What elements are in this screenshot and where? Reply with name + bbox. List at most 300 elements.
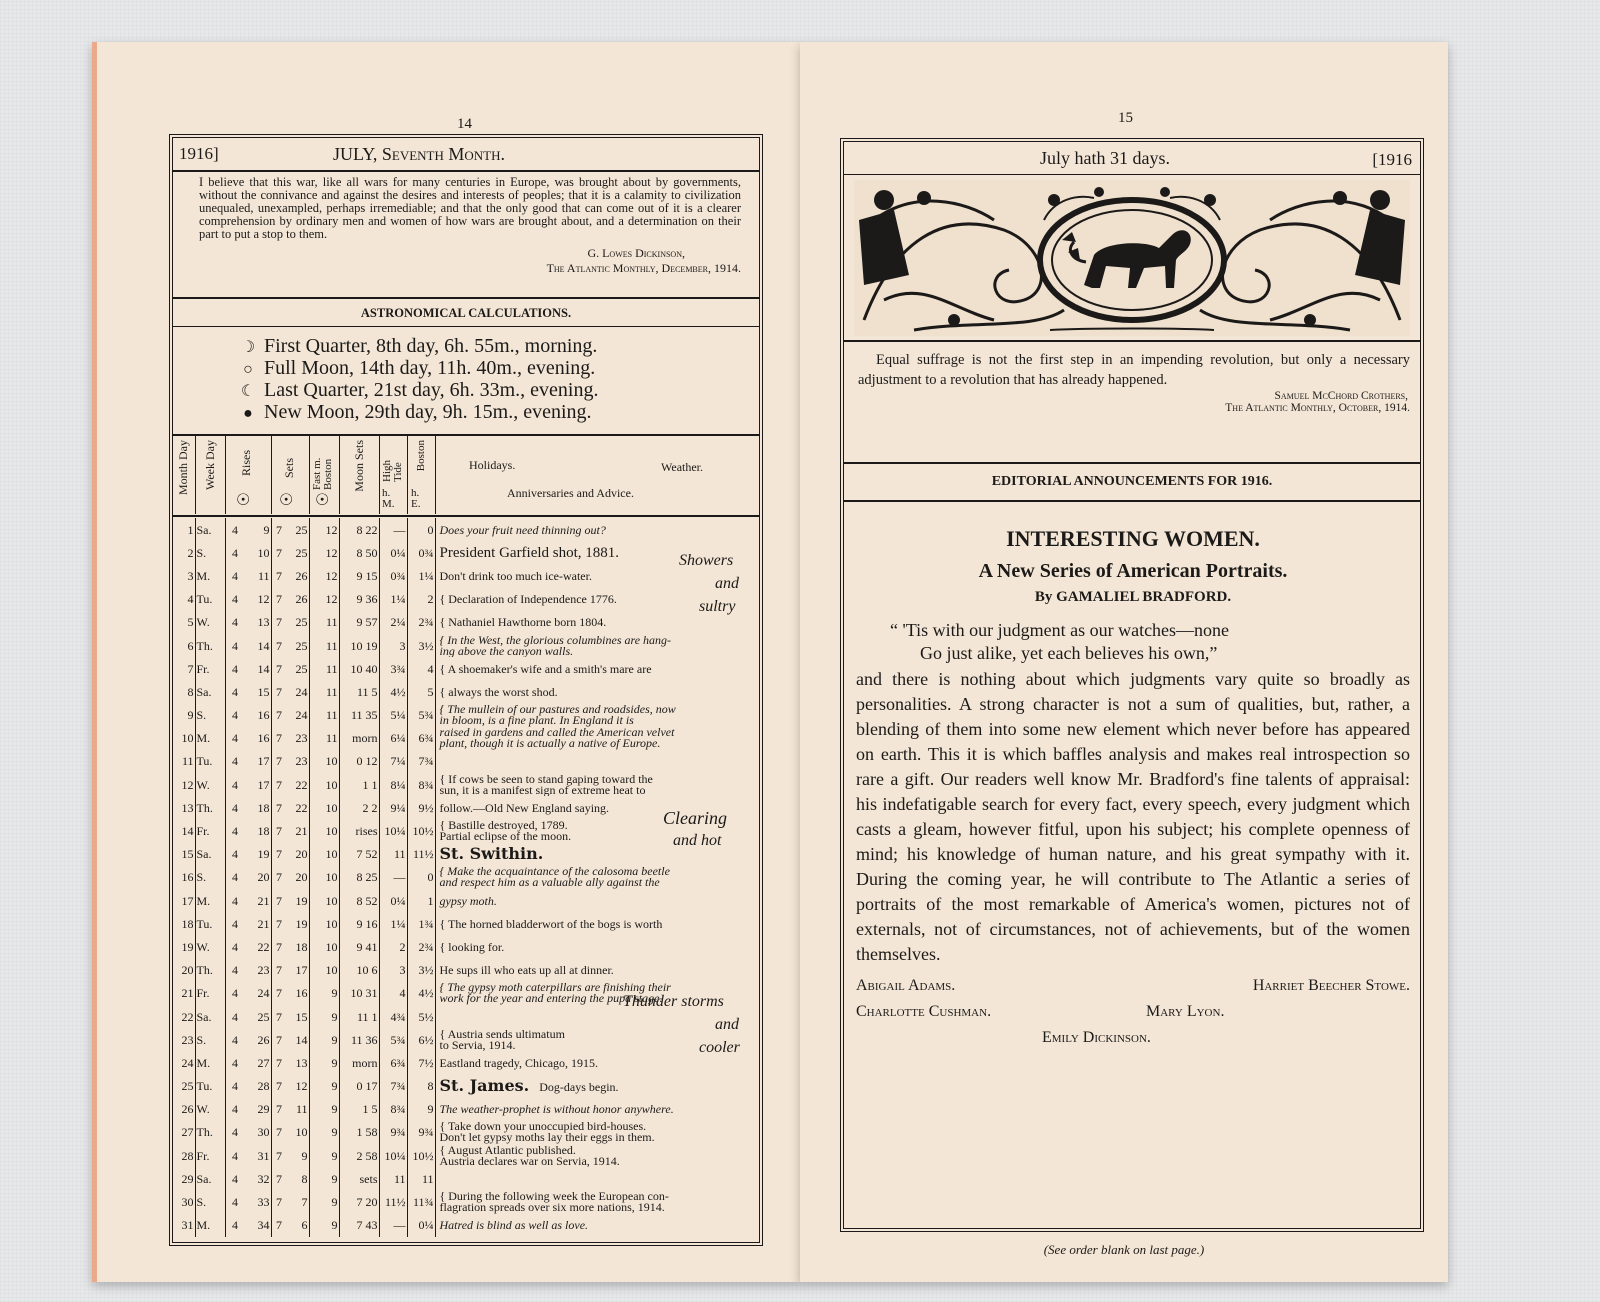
row-moon-sets: rises xyxy=(339,819,379,842)
row-note-extra: and respect him as a valuable ally against the xyxy=(439,875,660,889)
row-fast: 12 xyxy=(309,588,339,611)
calendar-table-wrap xyxy=(173,518,759,1237)
row-tide-e: 9½ xyxy=(407,796,435,819)
row-rise-min: 18 xyxy=(239,819,271,842)
calendar-row xyxy=(173,1144,759,1167)
col-week-day: Week Day xyxy=(203,440,217,491)
row-tide-m: 6¾ xyxy=(379,1051,407,1074)
row-note-text: { Make the acquaintance of the calosoma beetle xyxy=(439,865,670,879)
weather-word: Thunder storms xyxy=(623,993,724,1010)
row-moon-sets: 7 20 xyxy=(339,1190,379,1213)
row-tide-m: 1¼ xyxy=(379,588,407,611)
row-set-min: 23 xyxy=(283,750,309,773)
calendar-row xyxy=(173,588,759,611)
row-day: 2 xyxy=(173,541,195,564)
row-rise-min: 17 xyxy=(239,773,271,796)
row-moon-sets: 10 31 xyxy=(339,982,379,1005)
row-weekday: Sa. xyxy=(195,1005,225,1028)
row-weekday: W. xyxy=(195,611,225,634)
row-day: 8 xyxy=(173,680,195,703)
row-fast: 12 xyxy=(309,564,339,587)
row-tide-e: 10½ xyxy=(407,819,435,842)
row-rise-hour: 4 xyxy=(232,592,238,607)
moon-first-quarter: ☽ First Quarter, 8th day, 6h. 55m., morning. xyxy=(237,336,759,358)
row-note-text: { August Atlantic published. xyxy=(439,1144,576,1157)
row-set-min: 25 xyxy=(283,518,309,541)
row-note xyxy=(435,866,759,889)
weather-word: cooler xyxy=(699,1039,740,1056)
row-fast: 11 xyxy=(309,657,339,680)
row-day: 20 xyxy=(173,959,195,982)
row-rise-min: 29 xyxy=(239,1098,271,1121)
row-set-min: 25 xyxy=(283,541,309,564)
row-day: 7 xyxy=(173,657,195,680)
row-tide-m: 9¾ xyxy=(379,1121,407,1144)
row-rise-min: 18 xyxy=(239,796,271,819)
row-set-hour: 7 xyxy=(276,916,282,931)
left-quote xyxy=(173,176,759,276)
row-moon-sets: 11 35 xyxy=(339,704,379,727)
row-note-text: { Bastille destroyed, 1789. xyxy=(439,819,568,833)
name-item: Mary Lyon. xyxy=(1146,1003,1225,1020)
row-rise-hour: 4 xyxy=(232,731,238,746)
col-fast: Fast m. Boston xyxy=(311,457,334,490)
row-weekday: Sa. xyxy=(195,680,225,703)
row-set-min: 14 xyxy=(283,1028,309,1051)
row-note-text: { Declaration of Independence 1776. xyxy=(439,592,617,607)
row-set-hour: 7 xyxy=(276,847,282,862)
article-subtitle: A New Series of American Portraits. xyxy=(978,560,1288,582)
row-set-hour: 7 xyxy=(276,1171,282,1186)
row-rise-min: 27 xyxy=(239,1051,271,1074)
row-note xyxy=(435,1121,759,1144)
row-note xyxy=(435,518,759,541)
row-set-hour: 7 xyxy=(276,684,282,699)
row-moon-sets: 8 52 xyxy=(339,889,379,912)
row-weekday: Tu. xyxy=(195,588,225,611)
lion-engraving xyxy=(854,180,1410,336)
row-rise-min: 12 xyxy=(239,588,271,611)
row-tide-m: 0¾ xyxy=(379,564,407,587)
editorial-title: EDITORIAL ANNOUNCEMENTS FOR 1916. xyxy=(991,474,1273,489)
row-fast: 10 xyxy=(309,819,339,842)
right-quote-text: Equal suffrage is not the first step in an impending revolution, but only a necessary adjustment to a revolution that has already happened. xyxy=(858,352,1410,388)
row-tide-m: 3 xyxy=(379,634,407,657)
row-weekday: Fr. xyxy=(195,982,225,1005)
row-rise-min: 24 xyxy=(239,982,271,1005)
col-month-day: Month Day xyxy=(176,440,190,495)
row-weekday: Tu. xyxy=(195,912,225,935)
calendar-row xyxy=(173,1214,759,1237)
row-tide-e: 2¾ xyxy=(407,935,435,958)
row-weekday: Fr. xyxy=(195,1144,225,1167)
row-fast: 10 xyxy=(309,866,339,889)
sun-fast-icon: ☉ xyxy=(315,492,330,509)
row-weekday: S. xyxy=(195,1190,225,1213)
right-quote xyxy=(844,350,1420,414)
row-tide-m: 10¼ xyxy=(379,819,407,842)
portrait-names xyxy=(856,977,1410,1055)
row-tide-m: 0¼ xyxy=(379,889,407,912)
row-moon-sets: 8 25 xyxy=(339,866,379,889)
row-tide-e: 4 xyxy=(407,657,435,680)
row-set-min: 20 xyxy=(283,866,309,889)
row-set-min: 19 xyxy=(283,912,309,935)
row-weekday: S. xyxy=(195,1028,225,1051)
col-tide-m: h. M. xyxy=(382,487,395,510)
article-byline: By GAMALIEL BRADFORD. xyxy=(1034,589,1232,605)
row-note xyxy=(435,634,759,657)
row-weekday: M. xyxy=(195,1214,225,1237)
row-set-min: 6 xyxy=(283,1214,309,1237)
calendar-row xyxy=(173,564,759,587)
row-weekday: S. xyxy=(195,704,225,727)
row-tide-m: — xyxy=(379,518,407,541)
row-moon-sets: 11 36 xyxy=(339,1028,379,1051)
calendar-row xyxy=(173,912,759,935)
row-day: 13 xyxy=(173,796,195,819)
row-day: 12 xyxy=(173,773,195,796)
row-tide-e: 0¾ xyxy=(407,541,435,564)
row-weekday: M. xyxy=(195,889,225,912)
name-item: Charlotte Cushman. xyxy=(856,1003,992,1020)
row-rise-hour: 4 xyxy=(232,963,238,978)
row-note-extra: sun, it is a manifest sign of extreme heat to xyxy=(439,782,646,797)
row-set-min: 9 xyxy=(283,1144,309,1167)
row-tide-m: 3 xyxy=(379,959,407,982)
col-tide-e: h. E. xyxy=(411,487,421,510)
calendar-row xyxy=(173,750,759,773)
left-page-number: 14 xyxy=(457,116,472,132)
right-header xyxy=(844,142,1420,174)
row-day: 10 xyxy=(173,727,195,750)
row-rise-min: 17 xyxy=(239,750,271,773)
row-rise-hour: 4 xyxy=(232,1218,238,1233)
row-set-min: 24 xyxy=(283,704,309,727)
row-moon-sets: 11 1 xyxy=(339,1005,379,1028)
row-tide-e: 0 xyxy=(407,518,435,541)
row-note xyxy=(435,1098,759,1121)
row-tide-e: 5 xyxy=(407,680,435,703)
row-tide-m: 11 xyxy=(379,1167,407,1190)
row-rise-hour: 4 xyxy=(232,1009,238,1024)
row-weekday: W. xyxy=(195,773,225,796)
editorial-frame xyxy=(840,138,1424,1232)
row-moon-sets: 9 41 xyxy=(339,935,379,958)
row-set-hour: 7 xyxy=(276,1009,282,1024)
row-rise-hour: 4 xyxy=(232,1079,238,1094)
row-fast: 9 xyxy=(309,1051,339,1074)
row-rise-hour: 4 xyxy=(232,615,238,630)
row-set-min: 15 xyxy=(283,1005,309,1028)
last-quarter-icon: ☾ xyxy=(240,383,256,400)
calendar-frame xyxy=(169,134,763,1246)
row-note xyxy=(435,1167,759,1190)
row-set-min: 22 xyxy=(283,796,309,819)
row-note-text: { The mullein of our pastures and roadsides, now xyxy=(439,703,676,717)
row-set-min: 19 xyxy=(283,889,309,912)
row-rise-hour: 4 xyxy=(232,661,238,676)
weather-word: Showers xyxy=(679,552,734,569)
row-note xyxy=(435,750,759,773)
row-weekday: Sa. xyxy=(195,518,225,541)
row-day: 28 xyxy=(173,1144,195,1167)
row-set-min: 12 xyxy=(283,1075,309,1098)
right-header-title: July hath 31 days. xyxy=(1040,148,1170,168)
row-day: 29 xyxy=(173,1167,195,1190)
row-rise-min: 14 xyxy=(239,657,271,680)
calendar-row xyxy=(173,843,759,866)
row-set-min: 10 xyxy=(283,1121,309,1144)
row-day: 25 xyxy=(173,1075,195,1098)
new-moon-icon: ● xyxy=(243,405,253,422)
row-set-hour: 7 xyxy=(276,1102,282,1117)
row-note xyxy=(435,657,759,680)
row-set-min: 8 xyxy=(283,1167,309,1190)
row-rise-min: 20 xyxy=(239,866,271,889)
row-rise-min: 16 xyxy=(239,727,271,750)
row-note-text: { Take down your unoccupied bird-houses. xyxy=(439,1120,647,1134)
row-set-hour: 7 xyxy=(276,986,282,1001)
row-moon-sets: 7 43 xyxy=(339,1214,379,1237)
row-tide-e: 6¾ xyxy=(407,727,435,750)
row-set-hour: 7 xyxy=(276,731,282,746)
row-tide-m: 4½ xyxy=(379,680,407,703)
row-tide-e: 8 xyxy=(407,1075,435,1098)
col-rises: Rises xyxy=(239,450,253,477)
row-moon-sets: 9 16 xyxy=(339,912,379,935)
row-set-hour: 7 xyxy=(276,893,282,908)
row-rise-min: 14 xyxy=(239,634,271,657)
row-rise-min: 23 xyxy=(239,959,271,982)
row-tide-e: 10½ xyxy=(407,1144,435,1167)
calendar-row xyxy=(173,959,759,982)
row-day: 3 xyxy=(173,564,195,587)
row-set-hour: 7 xyxy=(276,1079,282,1094)
row-moon-sets: 8 22 xyxy=(339,518,379,541)
row-note-text: St. Swithin. xyxy=(439,843,544,863)
row-fast: 9 xyxy=(309,1028,339,1051)
row-tide-m: 2 xyxy=(379,935,407,958)
row-weekday: W. xyxy=(195,1098,225,1121)
row-tide-e: 5½ xyxy=(407,1005,435,1028)
row-day: 4 xyxy=(173,588,195,611)
row-fast: 12 xyxy=(309,541,339,564)
row-set-hour: 7 xyxy=(276,777,282,792)
row-rise-min: 25 xyxy=(239,1005,271,1028)
row-fast: 12 xyxy=(309,518,339,541)
calendar-row xyxy=(173,1098,759,1121)
calendar-row xyxy=(173,935,759,958)
row-set-min: 22 xyxy=(283,773,309,796)
row-moon-sets: 2 58 xyxy=(339,1144,379,1167)
row-note-text: { If cows be seen to stand gaping toward the xyxy=(439,773,653,786)
row-note-extra: plant, though it is actually a native of Europe. xyxy=(439,736,661,750)
row-day: 30 xyxy=(173,1190,195,1213)
row-weekday: Th. xyxy=(195,1121,225,1144)
row-day: 18 xyxy=(173,912,195,935)
calendar-row xyxy=(173,773,759,796)
row-note-text: gypsy moth. xyxy=(439,893,497,908)
row-fast: 11 xyxy=(309,704,339,727)
row-note-text: President Garfield shot, 1881. xyxy=(439,544,620,561)
row-tide-m: 5¾ xyxy=(379,1028,407,1051)
weather-word: sultry xyxy=(699,598,736,615)
row-weekday: Sa. xyxy=(195,843,225,866)
row-rise-min: 28 xyxy=(239,1075,271,1098)
row-weekday: Sa. xyxy=(195,1167,225,1190)
row-note xyxy=(435,1190,759,1213)
row-fast: 9 xyxy=(309,1098,339,1121)
row-tide-e: 1¼ xyxy=(407,564,435,587)
row-note-text: Eastland tragedy, Chicago, 1915. xyxy=(439,1055,599,1070)
row-rise-hour: 4 xyxy=(232,1125,238,1140)
row-fast: 9 xyxy=(309,1075,339,1098)
calendar-row xyxy=(173,541,759,564)
calendar-row xyxy=(173,727,759,750)
row-moon-sets: 7 52 xyxy=(339,843,379,866)
row-note-text: { During the following week the European con- xyxy=(439,1190,669,1204)
row-note-text: { The gypsy moth caterpillars are finishing their xyxy=(439,981,671,995)
row-fast: 9 xyxy=(309,1190,339,1213)
right-header-year: [1916 xyxy=(1372,150,1412,169)
row-fast: 10 xyxy=(309,843,339,866)
row-note-text: { Nathaniel Hawthorne born 1804. xyxy=(439,615,607,630)
col-anniversaries: Anniversaries and Advice. xyxy=(507,486,634,500)
row-tide-e: 1¾ xyxy=(407,912,435,935)
row-fast: 10 xyxy=(309,889,339,912)
row-note-extra: ing above the canyon walls. xyxy=(439,643,574,658)
row-moon-sets: 10 19 xyxy=(339,634,379,657)
row-note-text: { Austria sends ultimatum xyxy=(439,1028,565,1041)
left-page xyxy=(92,42,800,1282)
row-note-text: He sups ill who eats up all at dinner. xyxy=(439,963,614,978)
row-note xyxy=(435,727,759,750)
row-rise-hour: 4 xyxy=(232,847,238,862)
row-tide-m: 5¼ xyxy=(379,704,407,727)
row-tide-m: 7¼ xyxy=(379,750,407,773)
row-rise-hour: 4 xyxy=(232,824,238,839)
row-tide-e: 0¼ xyxy=(407,1214,435,1237)
row-tide-e: 9¾ xyxy=(407,1121,435,1144)
row-weekday: Th. xyxy=(195,959,225,982)
row-set-min: 17 xyxy=(283,959,309,982)
row-moon-sets: 0 17 xyxy=(339,1075,379,1098)
row-set-min: 26 xyxy=(283,564,309,587)
row-set-min: 11 xyxy=(283,1098,309,1121)
row-moon-sets: 9 57 xyxy=(339,611,379,634)
row-day: 27 xyxy=(173,1121,195,1144)
row-tide-e: 8¾ xyxy=(407,773,435,796)
row-day: 19 xyxy=(173,935,195,958)
row-set-hour: 7 xyxy=(276,568,282,583)
moon-full: ○ Full Moon, 14th day, 11h. 40m., evening. xyxy=(237,358,759,380)
row-moon-sets: 11 5 xyxy=(339,680,379,703)
row-fast: 9 xyxy=(309,1121,339,1144)
row-day: 16 xyxy=(173,866,195,889)
moon-last-quarter: ☾ Last Quarter, 21st day, 6h. 33m., evening. xyxy=(237,380,759,402)
row-tide-e: 4½ xyxy=(407,982,435,1005)
row-tide-m: 4 xyxy=(379,982,407,1005)
row-tide-e: 5¾ xyxy=(407,704,435,727)
row-set-min: 25 xyxy=(283,657,309,680)
row-tide-m: 8¼ xyxy=(379,773,407,796)
row-set-hour: 7 xyxy=(276,522,282,537)
row-set-min: 26 xyxy=(283,588,309,611)
row-set-hour: 7 xyxy=(276,708,282,723)
row-rise-min: 16 xyxy=(239,704,271,727)
row-day: 24 xyxy=(173,1051,195,1074)
row-rise-hour: 4 xyxy=(232,1055,238,1070)
calendar-row xyxy=(173,657,759,680)
astro-title: ASTRONOMICAL CALCULATIONS. xyxy=(360,306,572,320)
row-set-min: 25 xyxy=(283,611,309,634)
row-rise-min: 13 xyxy=(239,611,271,634)
row-moon-sets: 1 5 xyxy=(339,1098,379,1121)
row-rise-hour: 4 xyxy=(232,1032,238,1047)
row-day: 26 xyxy=(173,1098,195,1121)
row-rise-min: 32 xyxy=(239,1167,271,1190)
row-note xyxy=(435,773,759,796)
calendar-row xyxy=(173,1167,759,1190)
row-set-hour: 7 xyxy=(276,824,282,839)
row-note-extra: Don't let gypsy moths lay their eggs in them. xyxy=(439,1130,655,1145)
row-rise-min: 11 xyxy=(239,564,271,587)
row-fast: 9 xyxy=(309,1005,339,1028)
right-quote-source: The Atlantic Monthly, October, 1914. xyxy=(1225,402,1410,414)
row-set-min: 24 xyxy=(283,680,309,703)
row-weekday: Tu. xyxy=(195,750,225,773)
article-verse-2: Go just alike, yet each believes his own,” xyxy=(920,643,1218,663)
row-note xyxy=(435,1214,759,1237)
col-weather: Weather. xyxy=(661,460,704,474)
row-note xyxy=(435,912,759,935)
row-tide-m: 7¾ xyxy=(379,1075,407,1098)
row-set-hour: 7 xyxy=(276,939,282,954)
row-rise-min: 22 xyxy=(239,935,271,958)
row-rise-min: 26 xyxy=(239,1028,271,1051)
row-tide-m: — xyxy=(379,1214,407,1237)
row-set-hour: 7 xyxy=(276,1032,282,1047)
row-weekday: M. xyxy=(195,1051,225,1074)
row-note-text: raised in gardens and called the American velvet xyxy=(439,726,675,740)
moon-new: ● New Moon, 29th day, 9h. 15m., evening. xyxy=(237,402,759,424)
row-set-hour: 7 xyxy=(276,1148,282,1163)
row-tide-e: 11¾ xyxy=(407,1190,435,1213)
row-rise-hour: 4 xyxy=(232,986,238,1001)
row-set-min: 21 xyxy=(283,819,309,842)
weather-word: and hot xyxy=(673,832,722,849)
left-quote-source: The Atlantic Monthly, December, 1914. xyxy=(546,261,741,275)
row-weekday: Fr. xyxy=(195,657,225,680)
row-tide-m: 8¾ xyxy=(379,1098,407,1121)
row-rise-min: 19 xyxy=(239,843,271,866)
row-rise-min: 30 xyxy=(239,1121,271,1144)
calendar-row xyxy=(173,704,759,727)
row-rise-min: 9 xyxy=(239,518,271,541)
row-set-hour: 7 xyxy=(276,592,282,607)
row-tide-e: 11½ xyxy=(407,843,435,866)
row-tide-e: 3½ xyxy=(407,634,435,657)
row-set-hour: 7 xyxy=(276,800,282,815)
row-tide-e: 9 xyxy=(407,1098,435,1121)
row-rise-min: 15 xyxy=(239,680,271,703)
row-tide-m: 1¼ xyxy=(379,912,407,935)
article xyxy=(844,526,1420,1055)
row-set-hour: 7 xyxy=(276,638,282,653)
row-set-hour: 7 xyxy=(276,1125,282,1140)
row-moon-sets: 1 1 xyxy=(339,773,379,796)
